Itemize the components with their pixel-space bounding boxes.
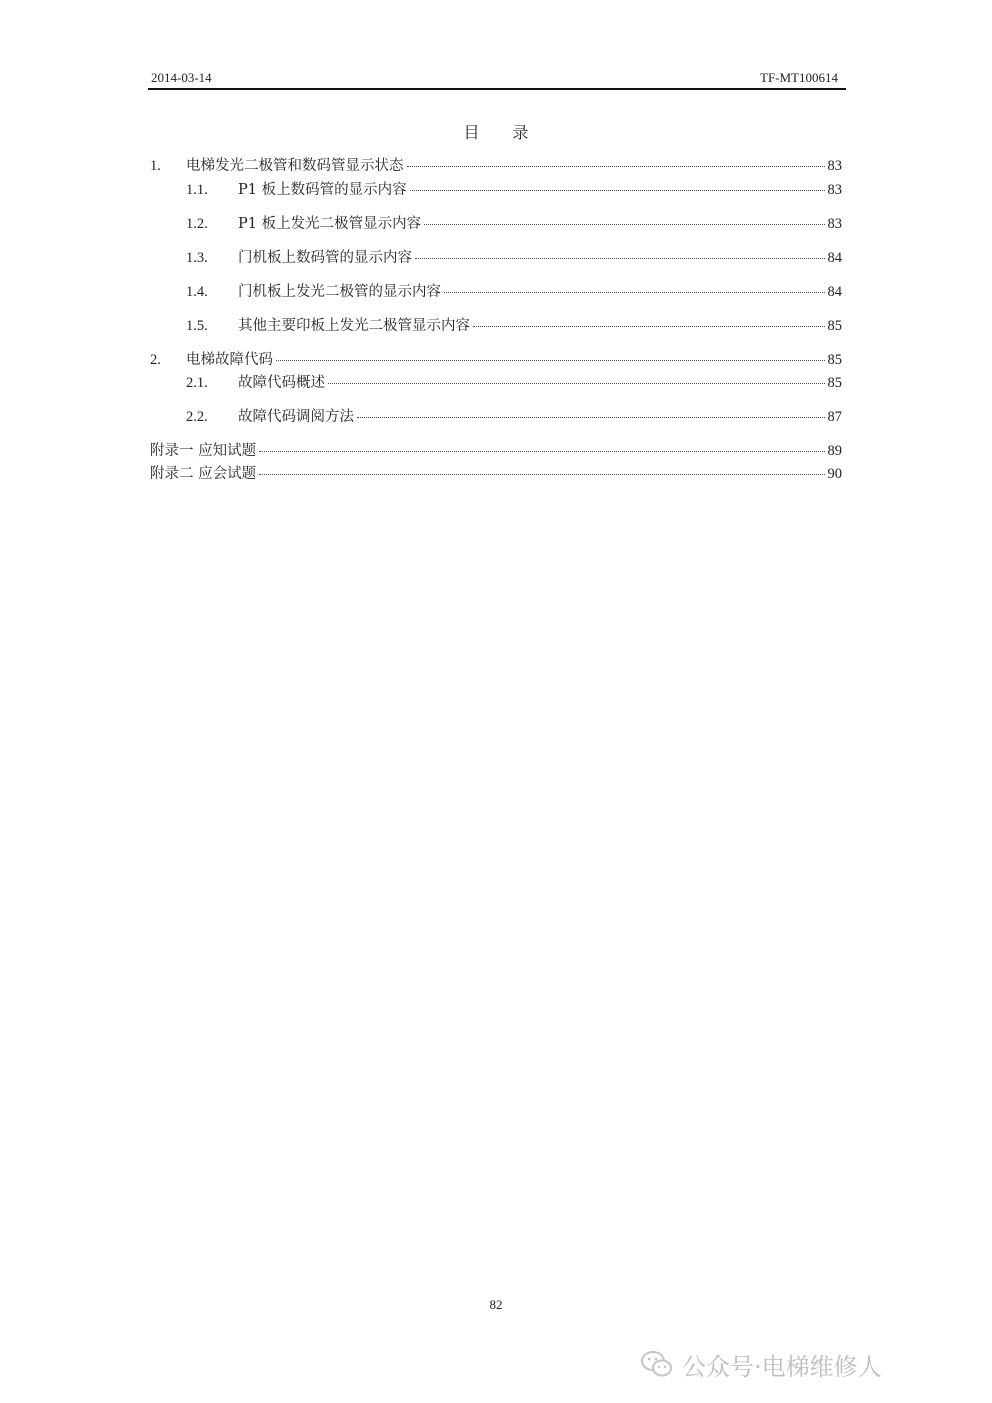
toc-title: 目 录 [463,123,543,142]
toc-leader-dots [259,474,824,475]
toc-entry-title: 故障代码概述 [238,375,325,391]
toc-entry[interactable] [150,462,842,484]
toc-entry-title: P1 板上发光二极管显示内容 [238,216,422,232]
toc-entry-title: P1 板上数码管的显示内容 [238,182,407,198]
toc-entry-page: 85 [827,375,842,391]
toc-entry-title: 电梯故障代码 [186,352,273,368]
toc-entry-title: 电梯发光二极管和数码管显示状态 [186,158,404,174]
toc-leader-dots [407,166,825,167]
toc-leader-dots [410,190,825,191]
toc-entry[interactable] [186,280,842,302]
toc-leader-dots [424,224,824,225]
toc-leader-dots [357,417,825,418]
toc-entry-number: 1.3. [186,250,208,266]
toc-leader-dots [328,383,825,384]
toc-entry[interactable] [150,439,842,461]
toc-entry-number: 1.2. [186,216,208,232]
toc-entry-page: 83 [827,158,842,174]
page-number: 82 [489,1297,503,1312]
toc-entry-page: 83 [827,182,842,198]
toc-entry-number: 1.4. [186,284,208,300]
toc-entry-page: 85 [827,352,842,368]
toc-entry-number: 2.1. [186,375,208,391]
wechat-icon [640,1349,674,1379]
toc-entry-title: 故障代码调阅方法 [238,409,354,425]
toc-entry[interactable] [186,371,842,393]
toc-entry[interactable] [186,178,842,200]
watermark [640,1344,970,1384]
toc-leader-dots [473,326,825,327]
toc-entry-page: 84 [827,284,842,300]
watermark-text: 公众号·电梯维修人 [682,1352,882,1381]
toc-leader-dots [444,292,825,293]
toc-entry-number: 2.2. [186,409,208,425]
toc-entry[interactable] [150,154,842,176]
page-header [148,66,846,90]
toc-entry-title: 其他主要印板上发光二极管显示内容 [238,318,470,334]
toc-entry-title: 附录一 应知试题 [150,443,257,459]
toc-entry[interactable] [186,314,842,336]
toc-entry-page: 87 [827,409,842,425]
toc-entry-page: 84 [827,250,842,266]
toc-entry-number: 2. [150,352,161,368]
toc-leader-dots [415,258,825,259]
toc-entry[interactable] [150,348,842,370]
toc-entry[interactable] [186,212,842,234]
toc-entry-page: 90 [827,466,842,482]
toc-entry[interactable] [186,405,842,427]
toc-entry-page: 89 [827,443,842,459]
toc-entry-title: 附录二 应会试题 [150,466,257,482]
header-document-code: TF-MT100614 [760,70,838,85]
toc-entry-title: 门机板上数码管的显示内容 [238,250,412,266]
toc-entry-page: 85 [827,318,842,334]
toc-entry-number: 1. [150,158,161,174]
toc-entry-page: 83 [827,216,842,232]
toc-entry[interactable] [186,246,842,268]
toc-entry-number: 1.5. [186,318,208,334]
toc-leader-dots [259,451,824,452]
toc-entry-title: 门机板上发光二极管的显示内容 [238,284,441,300]
toc-entry-number: 1.1. [186,182,208,198]
toc-leader-dots [276,360,825,361]
header-date: 2014-03-14 [151,70,212,85]
